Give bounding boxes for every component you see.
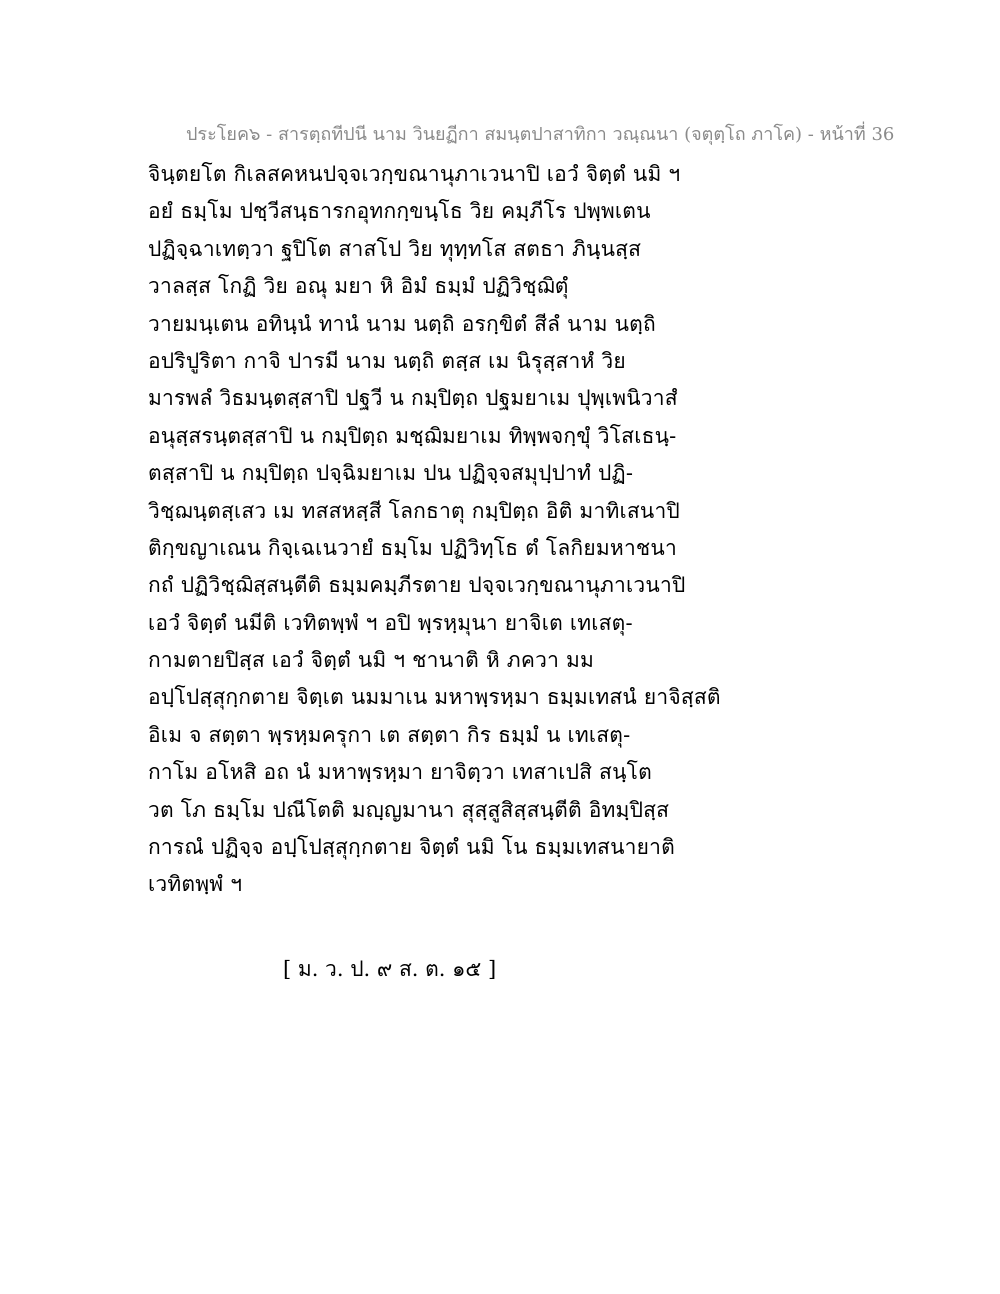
text-line: อยํ ธมฺโม ปชฺวีสนฺธารกอุทกกฺขนฺโธ วิย คมฺภีโร ปพฺพเตน	[148, 199, 651, 224]
page-header: ประโยค๖ - สารตฺถทีปนี นาม วินยฏีกา สมนฺตปาสาทิกา วณฺณนา (จตุตฺโถ ภาโค) - หน้าที่ 36	[186, 124, 895, 145]
text-line: วายมนฺเตน อทินฺนํ ทานํ นาม นตฺถิ อรกฺขิตํ สีลํ นาม นตฺถิ	[148, 311, 656, 336]
text-line: อปฺโปสฺสุกฺกตาย จิตฺเต นมมาเน มหาพฺรหฺมา ธมฺมเทสนํ ยาจิสฺสติ	[148, 685, 721, 710]
body-text	[148, 156, 978, 904]
text-line: วาลสฺส โกฏิ วิย อณุ มยา หิ อิมํ ธมฺมํ ปฏิวิชฺฌิตุํ	[148, 274, 569, 299]
text-line: วต โภ ธมฺโม ปณีโตติ มญฺญมานา สุสฺสูสิสฺสนฺตีติ อิทมฺปิสฺส	[148, 797, 670, 822]
text-line: กาโม อโหสิ อถ นํ มหาพฺรหฺมา ยาจิตฺวา เทสาเปสิ สนฺโต	[148, 760, 652, 785]
text-line: ตสฺสาปิ น กมฺปิตฺถ ปจฺฉิมยาเม ปน ปฏิจฺจสมุปฺปาทํ ปฏิ-	[148, 461, 634, 486]
text-line: ปฏิจฺฉาเทตฺวา ฐปิโต สาสโป วิย ทุทฺทโส สตธา ภินฺนสฺส	[148, 236, 642, 261]
text-line: เอวํ จิตฺตํ นมีติ เวทิตพฺพํ ฯ อปิ พฺรหฺมุนา ยาจิเต เทเสตุ-	[148, 610, 633, 635]
text-line: มารพลํ วิธมนฺตสฺสาปิ ปฐวี น กมฺปิตฺถ ปฐมยาเม ปุพฺเพนิวาสํ	[148, 386, 678, 411]
text-line: จินฺตยโต กิเลสคหนปจฺจเวกฺขณานุภาเวนาปิ เอวํ จิตฺตํ นมิ ฯ	[148, 162, 681, 186]
text-line: กถํ ปฏิวิชฺฌิสฺสนฺตีติ ธมฺมคมฺภีรตาย ปจฺจเวกฺขณานุภาเวนาปิ	[148, 573, 686, 598]
text-line: อนุสฺสรนฺตสฺสาปิ น กมฺปิตฺถ มชฺฌิมยาเม ทิพฺพจกฺขุํ วิโสเธนฺ-	[148, 423, 677, 448]
text-line: วิชฺฌนฺตสฺเสว เม ทสสหสฺสี โลกธาตุ กมฺปิตฺถ อิติ มาทิเสนาปิ	[148, 498, 680, 523]
text-line: กามตายปิสฺส เอวํ จิตฺตํ นมิ ฯ ชานาติ หิ ภควา มม	[148, 648, 595, 673]
text-line: ติกฺขญาเณน กิจฺเฉเนวายํ ธมฺโม ปฏิวิทฺโธ ตํ โลกิยมหาชนา	[148, 535, 677, 560]
text-line: เวทิตพฺพํ ฯ	[148, 872, 243, 897]
source-reference: [ ม. ว. ป. ๙ ส. ต. ๑๕ ]	[283, 957, 497, 981]
text-line: การณํ ปฏิจฺจ อปฺโปสฺสุกฺกตาย จิตฺตํ นมิ โน ธมฺมเทสนายาติ	[148, 835, 675, 860]
text-line: อิเม จ สตฺตา พฺรหฺมครุกา เต สตฺตา กิร ธมฺมํ น เทเสตุ-	[148, 722, 631, 747]
text-line: อปริปูริตา กาจิ ปารมี นาม นตฺถิ ตสฺส เม นิรุสฺสาหํ วิย	[148, 348, 626, 373]
